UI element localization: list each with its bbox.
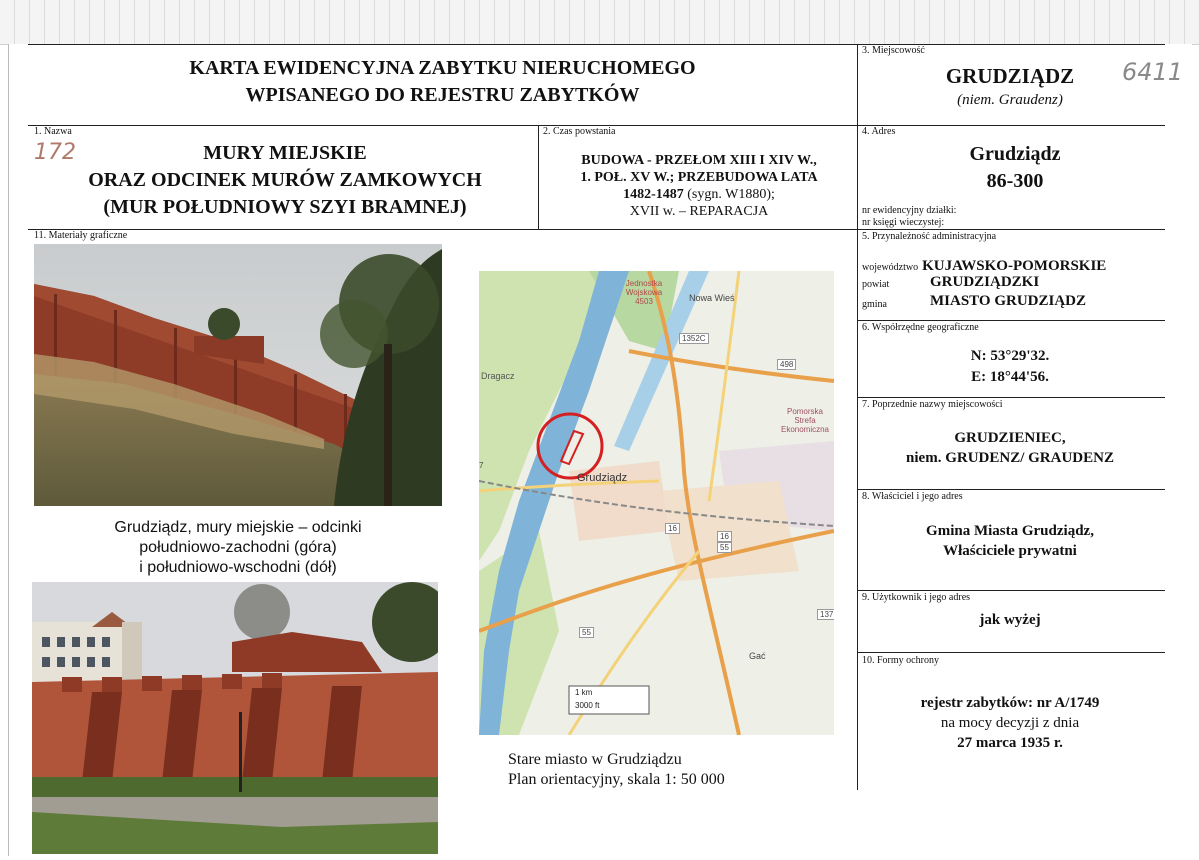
field2-line2: 1. POŁ. XV W.; PRZEBUDOWA LATA	[580, 170, 818, 185]
photo-southeast-walls-image	[32, 582, 438, 854]
map-caption-line2: Plan orientacyjny, skala 1: 50 000	[508, 771, 725, 788]
field10-line3: 27 marca 1935 r.	[957, 735, 1063, 751]
field2-line3-years: 1482-1487	[623, 187, 684, 202]
map-scale-ft: 3000 ft	[575, 701, 600, 710]
map-label-zone: Pomorska Strefa Ekonomiczna	[780, 407, 830, 434]
rule-6-7	[857, 397, 1165, 398]
photo-caption-line2: południowo-zachodni (góra)	[139, 539, 337, 556]
map-label-road-137: 137	[817, 609, 834, 620]
card-title	[28, 55, 857, 109]
map-label-gac: Gać	[749, 651, 766, 661]
field8-label: 8. Właściciel i jego adres	[862, 491, 963, 502]
field4-plot-label: nr ewidencyjny działki:	[862, 205, 957, 216]
field7-line1: GRUDZIENIEC,	[954, 430, 1066, 446]
field7-line2: niem. GRUDENZ/ GRAUDENZ	[906, 450, 1114, 466]
field2-label: 2. Czas powstania	[543, 126, 616, 137]
field2-line4: XVII w. – REPARACJA	[629, 204, 769, 219]
field1-label: 1. Nazwa	[34, 126, 72, 137]
map-label-road-55b: 55	[579, 627, 594, 638]
top-rule	[28, 44, 1165, 45]
field5-voivodeship-prefix: województwo	[862, 262, 919, 273]
map-scale-km: 1 km	[575, 688, 593, 697]
city-map	[479, 271, 834, 735]
handwritten-number: 6411	[1122, 58, 1184, 86]
map-label-village: Nowa Wieś	[689, 293, 735, 303]
photo-southwest-walls	[34, 244, 442, 506]
field10-label: 10. Formy ochrony	[862, 655, 939, 666]
field6-north: N: 53°29'32.	[970, 348, 1050, 364]
field2-line3-rest: (sygn. W1880);	[683, 187, 775, 202]
field9-line1: jak wyżej	[979, 612, 1041, 628]
field10-line2: na mocy decyzji z dnia	[940, 715, 1080, 731]
field10-line1: rejestr zabytków: nr A/1749	[920, 695, 1100, 711]
field4-label: 4. Adres	[862, 126, 896, 137]
field1-name	[40, 140, 530, 221]
map-label-road-16b: 16	[717, 531, 732, 542]
map-label-road-16a: 16	[665, 523, 680, 534]
field5-county-prefix: powiat	[862, 279, 890, 290]
photo-southwest-walls-image	[34, 244, 442, 506]
field4-land-registry-label: nr księgi wieczystej:	[862, 217, 945, 228]
photo-caption-line3: i południowo-wschodni (dół)	[139, 559, 337, 576]
field5-commune-prefix: gmina	[862, 299, 887, 310]
field8-line2: Właściciele prywatni	[943, 543, 1077, 559]
city-map-image	[479, 271, 834, 735]
field9-label: 9. Użytkownik i jego adres	[862, 592, 971, 603]
card-title-line1: KARTA EWIDENCYJNA ZABYTKU NIERUCHOMEGO	[189, 57, 696, 79]
photo-southeast-walls	[32, 582, 438, 854]
field2-line1: BUDOWA - PRZEŁOM XIII I XIV W.,	[581, 153, 817, 168]
map-label-unit: Jednostka Wojskowa 4503	[625, 279, 663, 306]
field5-voivodeship	[862, 257, 1106, 275]
field3-label: 3. Miejscowość	[862, 45, 925, 56]
rule-8-9	[857, 590, 1165, 591]
photo-caption	[34, 518, 442, 578]
col-divider	[538, 125, 539, 229]
photo-caption-line1: Grudziądz, mury miejskie – odcinki	[114, 519, 362, 536]
map-caption	[508, 750, 725, 790]
map-label-road-498: 498	[777, 359, 796, 370]
field8-line1: Gmina Miasta Grudziądz,	[926, 523, 1094, 539]
field6-label: 6. Współrzędne geograficzne	[862, 322, 979, 333]
field7-label: 7. Poprzednie nazwy miejscowości	[862, 399, 1003, 410]
map-label-road-1352c: 1352C	[679, 333, 709, 344]
field4-postal: 86-300	[986, 170, 1044, 192]
field1-line1: MURY MIEJSKIE	[203, 142, 367, 164]
field3-city-german: (niem. Graudenz)	[957, 92, 1063, 108]
field5-voivodeship-value: KUJAWSKO-POMORSKIE	[922, 258, 1107, 274]
map-label-road-55a: 55	[717, 542, 732, 553]
binder-strip	[0, 0, 1199, 45]
rule-5-6	[857, 320, 1165, 321]
rule-7-8	[857, 489, 1165, 490]
field5-county-value: GRUDZIĄDZKI	[930, 274, 1040, 290]
field6-east: E: 18°44'56.	[971, 369, 1049, 385]
field2-content	[540, 152, 858, 220]
card-title-line2: WPISANEGO DO REJESTRU ZABYTKÓW	[245, 84, 640, 106]
field11-label: 11. Materiały graficzne	[34, 230, 128, 241]
map-caption-line1: Stare miasto w Grudziądzu	[508, 751, 682, 768]
field1-line3: (MUR POŁUDNIOWY SZYI BRAMNEJ)	[103, 196, 467, 218]
field1-handwritten: 172	[34, 140, 76, 165]
row2-rule	[28, 229, 1165, 230]
field3-city: GRUDZIĄDZ	[945, 64, 1075, 88]
field4-city: Grudziądz	[969, 143, 1061, 165]
field5-commune-value: MIASTO GRUDZIĄDZ	[930, 293, 1086, 309]
map-label-dragacz: Dragacz	[481, 371, 515, 381]
field5-label: 5. Przynależność administracyjna	[862, 231, 997, 242]
field2-line3	[540, 186, 858, 203]
rule-9-10	[857, 652, 1165, 653]
map-label-city: Grudziądz	[577, 472, 628, 484]
map-label-road-7: 7	[479, 461, 484, 470]
field1-line2: ORAZ ODCINEK MURÓW ZAMKOWYCH	[88, 169, 482, 191]
